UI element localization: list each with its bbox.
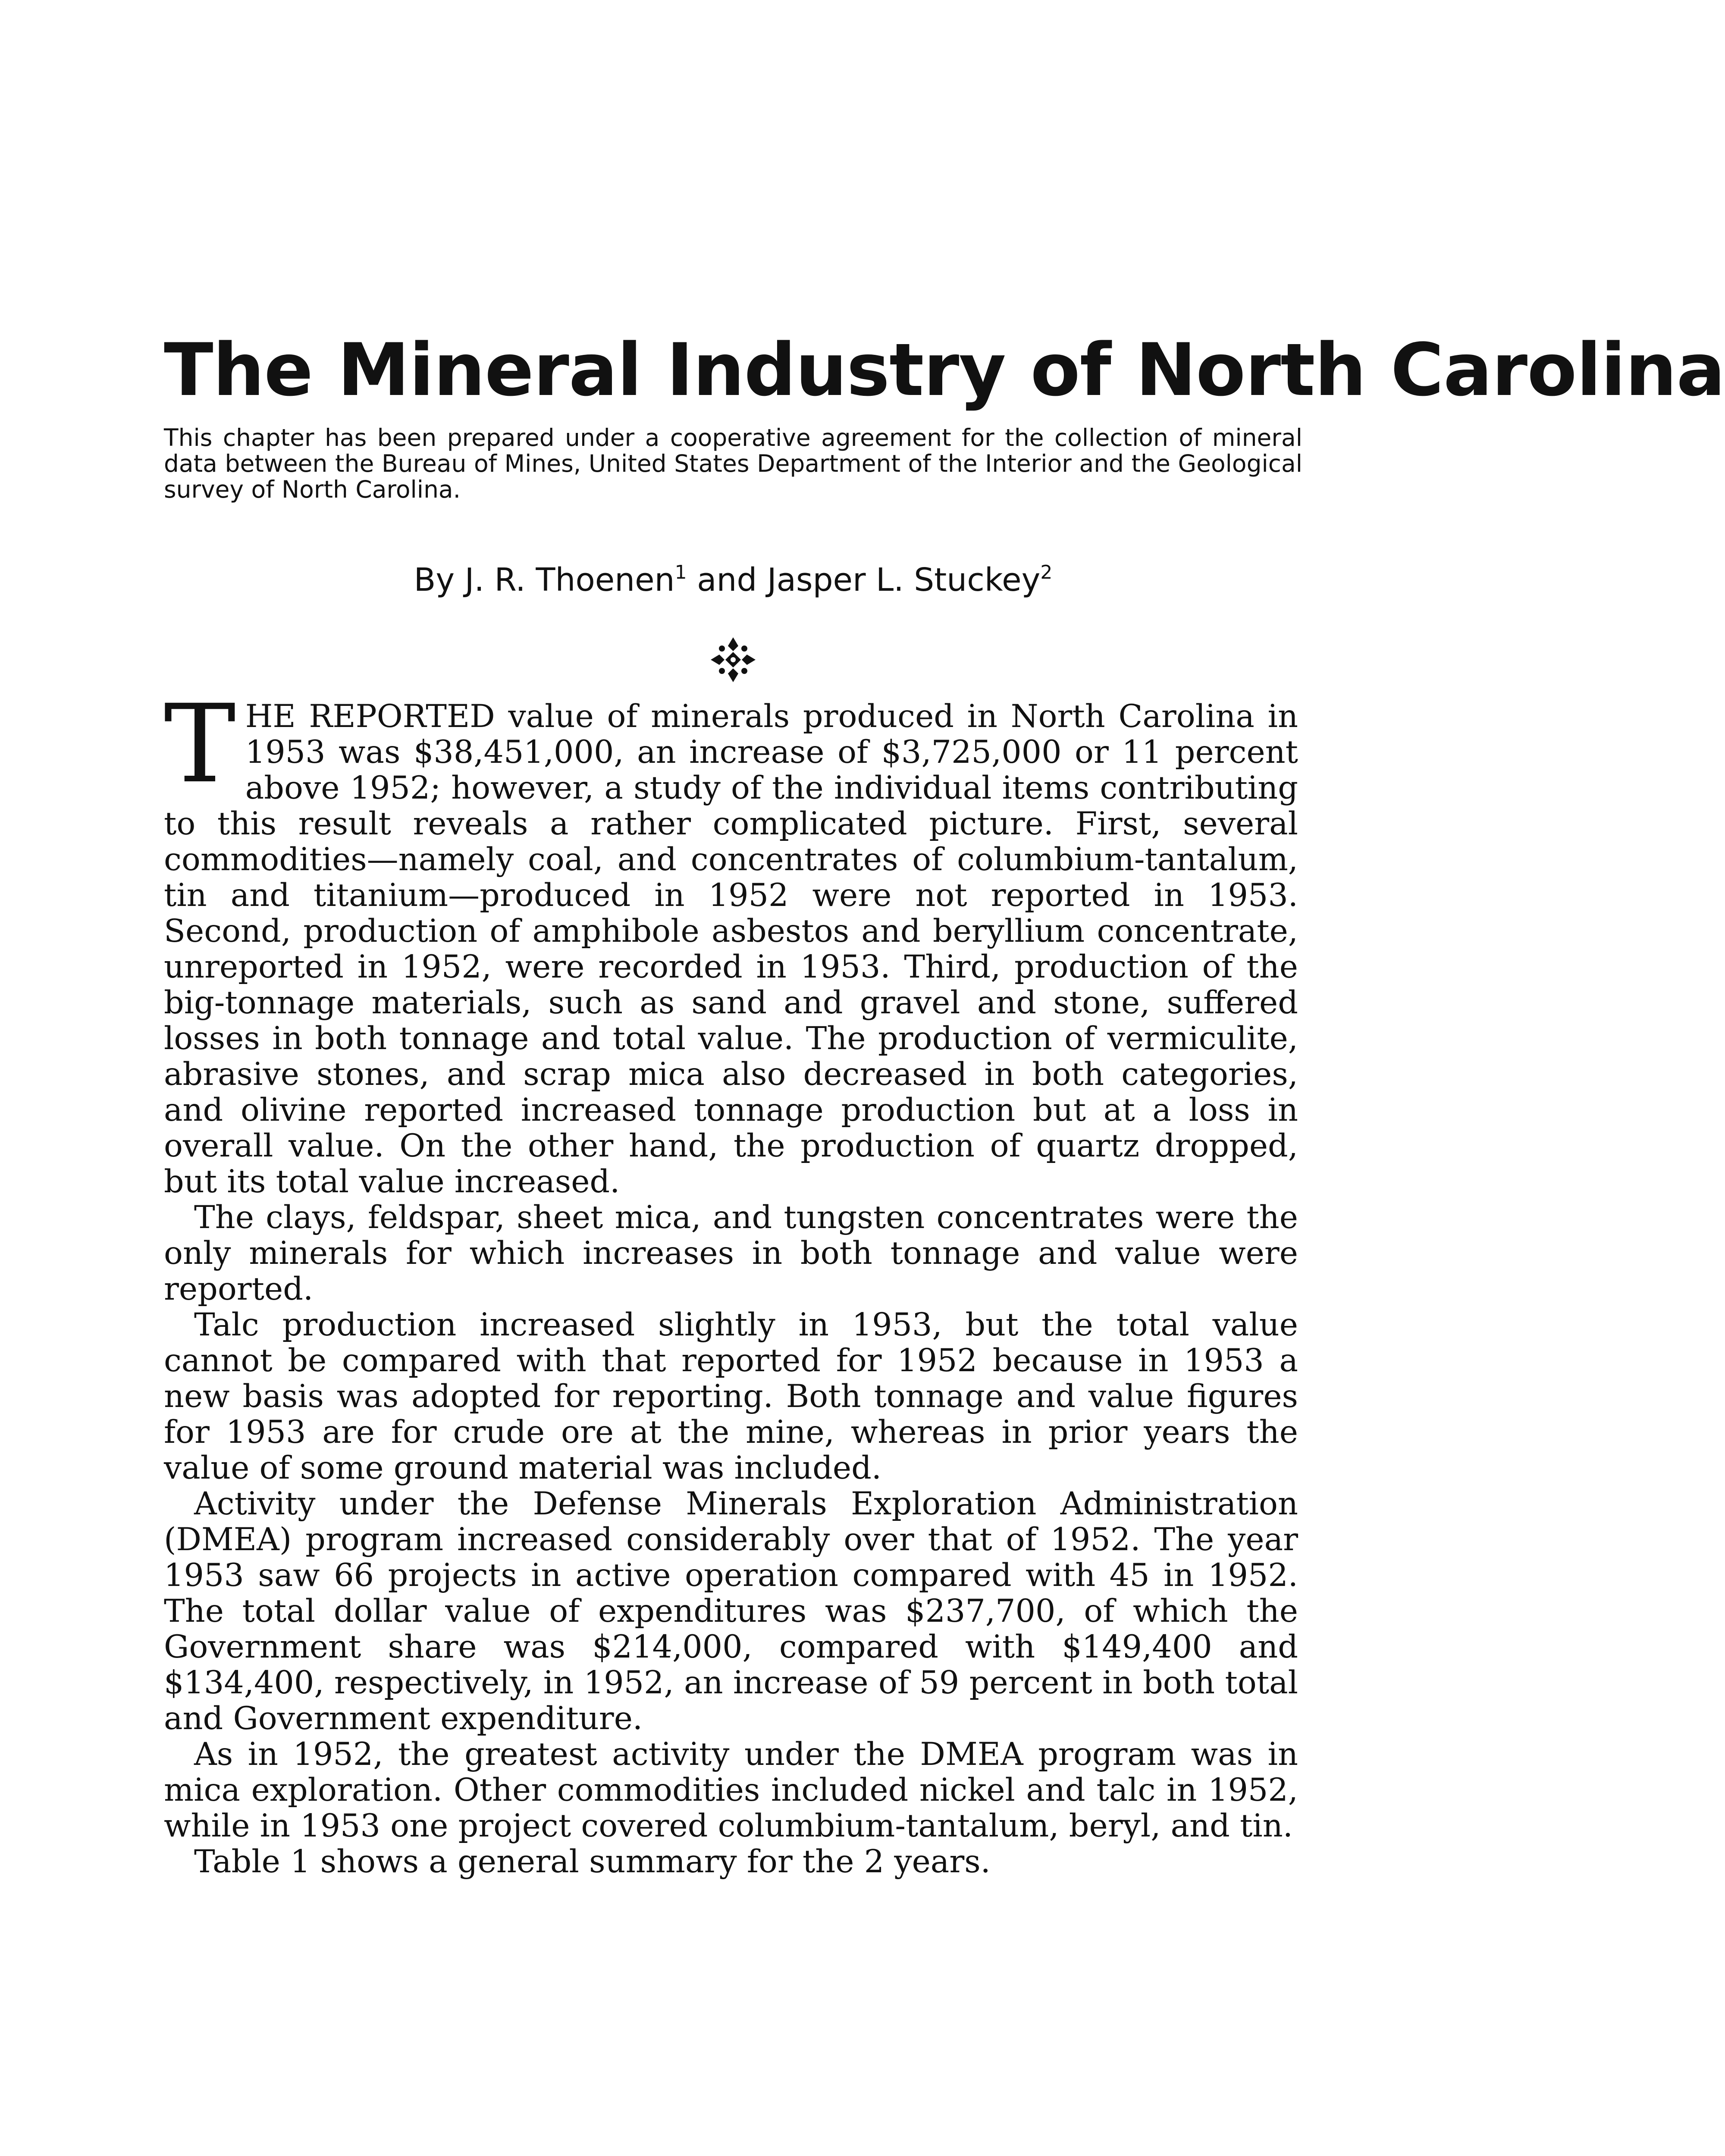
paragraph-3: Talc production increased slightly in 1953, but the total value cannot be compared with that reported for 1952 because in 1953 a new basis was adopted for reporting. Both tonnage and value figures for 1953 are for crude ore at the mine, whereas in prior years the value of some ground material was included. (164, 1307, 1298, 1486)
author-byline (164, 561, 1302, 599)
paragraph-4: Activity under the Defense Minerals Exploration Administration (DMEA) program increased considerably over that of 1952. The year 1953 saw 66 projects in active operation compared with 45 in 1952. The total dollar value of expenditures was $237,700, of which the Government share was $214,000, compared with $149,400 and $134,400, respectively, in 1952, an increase of 59 percent in both total and Government expenditure. (164, 1485, 1298, 1737)
paragraph-1 (164, 681, 1298, 1200)
footnote-ref-1: 1 (674, 561, 687, 583)
paragraph-1-text: HE REPORTED value of minerals produced in North Carolina in 1953 was $38,451,000, an increase of $3,725,000 or 11 percent above 1952; however, a study of the individual items contributing to this result reveals a rather complicated picture. First, several commodities—namely coal, and concentrates of columbium-tantalum, tin and titanium—produced in 1952 were not reported in 1953. Second, production of amphibole asbestos and beryllium concentrate, unreported in 1952, were recorded in 1953. Third, production of the big-tonnage materials, such as sand and gravel and stone, suffered losses in both tonnage and total value. The production of vermiculite, abrasive stones, and scrap mica also decreased in both categories, and olivine reported increased tonnage production but at a loss in overall value. On the other hand, the production of quartz dropped, but its total value increased. (164, 698, 1298, 1200)
fleuron-ornament-icon (707, 634, 759, 686)
article-body (164, 681, 1298, 1880)
byline-second-author: and Jasper L. Stuckey (687, 561, 1041, 599)
chapter-title: The Mineral Industry of North Carolina (164, 327, 1725, 412)
cooperative-agreement-note: This chapter has been prepared under a cooperative agreement for the collection of mineral data between the Bureau of Mines, United States Department of the Interior and the Geological survey of North Carolina. (164, 424, 1302, 503)
paragraph-6: Table 1 shows a general summary for the 2 years. (194, 1843, 991, 1880)
footnote-ref-2: 2 (1040, 561, 1053, 583)
paragraph-2: The clays, feldspar, sheet mica, and tungsten concentrates were the only minerals for which increases in both tonnage and value were reported. (164, 1199, 1298, 1307)
paragraph-5: As in 1952, the greatest activity under the DMEA program was in mica exploration. Other commodities included nickel and talc in 1952, while in 1953 one project covered columbium-tantalum, beryl, and tin. (164, 1736, 1298, 1844)
byline-first-author: By J. R. Thoenen (414, 561, 675, 599)
drop-cap: T (164, 681, 236, 807)
